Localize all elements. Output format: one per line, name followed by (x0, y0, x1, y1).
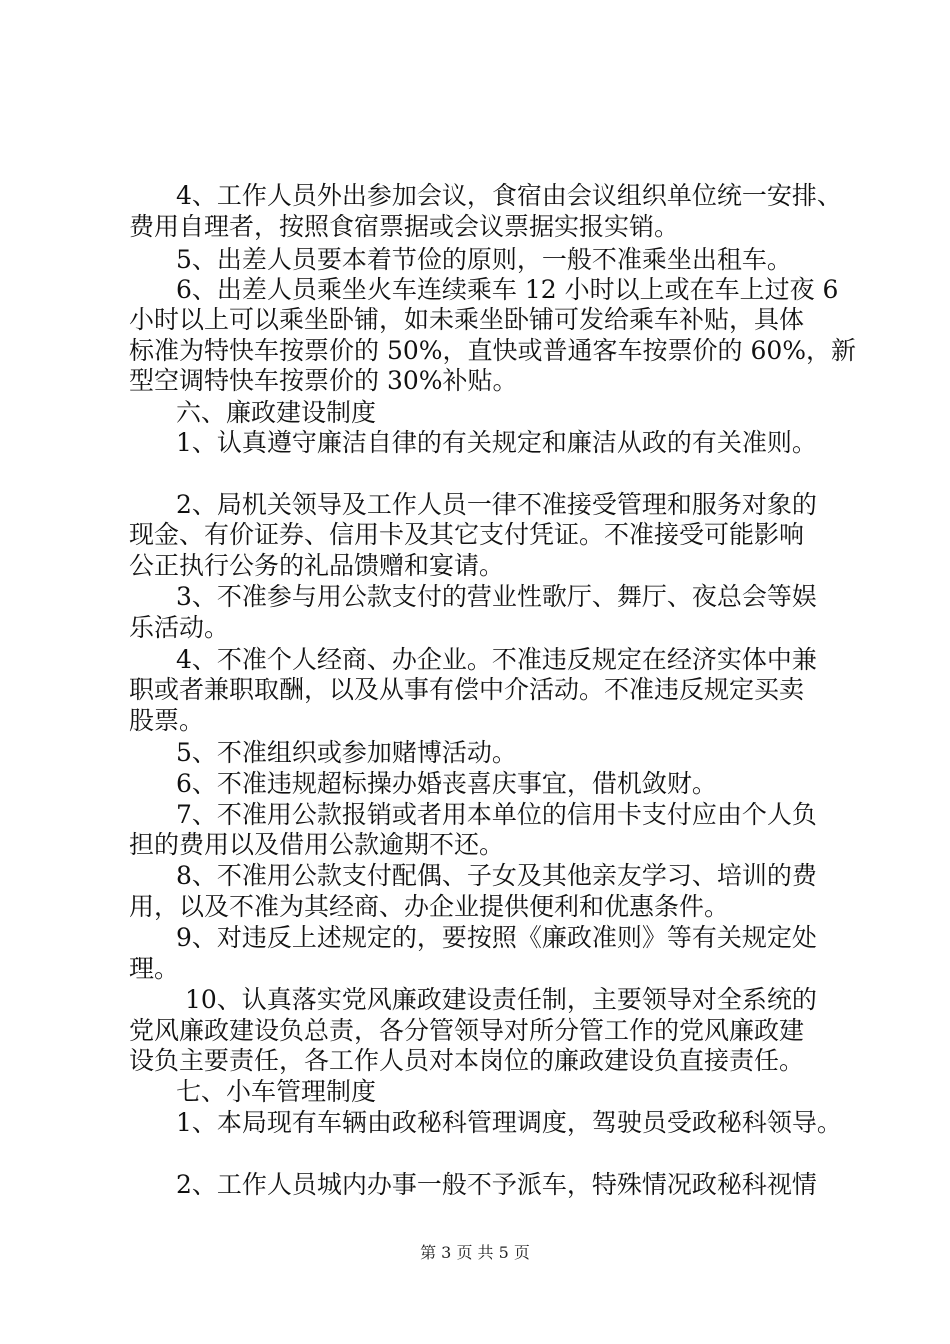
text-line: 现金、有价证券、信用卡及其它支付凭证。不准接受可能影响 (129, 520, 805, 549)
text-line: 6、不准违规超标操办婚丧喜庆事宜，借机敛财。 (176, 769, 717, 798)
text-line: 1、本局现有车辆由政秘科管理调度，驾驶员受政秘科领导。 (176, 1108, 842, 1137)
text-line: 2、工作人员城内办事一般不予派车，特殊情况政秘科视情 (176, 1170, 817, 1199)
text-line: 6、出差人员乘坐火车连续乘车 12 小时以上或在车上过夜 6 (176, 275, 839, 304)
text-line: 3、不准参与用公款支付的营业性歌厅、舞厅、夜总会等娱 (176, 582, 817, 611)
text-line: 费用自理者，按照食宿票据或会议票据实报实销。 (129, 212, 680, 241)
text-line: 理。 (129, 954, 180, 983)
text-line: 1、认真遵守廉洁自律的有关规定和廉洁从政的有关准则。 (176, 428, 817, 457)
section-heading: 六、廉政建设制度 (176, 398, 377, 427)
section-heading: 七、小车管理制度 (176, 1077, 377, 1106)
text-line: 小时以上可以乘坐卧铺，如未乘坐卧铺可发给乘车补贴，具体 (129, 305, 805, 334)
text-line: 用，以及不准为其经商、办企业提供便利和优惠条件。 (129, 892, 730, 921)
text-line: 职或者兼职取酬，以及从事有偿中介活动。不准违反规定买卖 (129, 675, 805, 704)
text-line: 标准为特快车按票价的 50%，直快或普通客车按票价的 60%，新 (129, 336, 857, 365)
text-line: 4、不准个人经商、办企业。不准违反规定在经济实体中兼 (176, 645, 817, 674)
text-line: 2、局机关领导及工作人员一律不准接受管理和服务对象的 (176, 490, 817, 519)
text-line: 党风廉政建设负总责，各分管领导对所分管工作的党风廉政建 (129, 1016, 805, 1045)
text-line: 公正执行公务的礼品馈赠和宴请。 (129, 551, 505, 580)
text-line: 4、工作人员外出参加会议，食宿由会议组织单位统一安排、 (176, 181, 842, 210)
text-line: 5、不准组织或参加赌博活动。 (176, 738, 517, 767)
text-line: 7、不准用公款报销或者用本单位的信用卡支付应由个人负 (176, 800, 817, 829)
text-line: 担的费用以及借用公款逾期不还。 (129, 830, 505, 859)
page-footer: 第 3 页 共 5 页 (420, 1243, 530, 1262)
text-line: 5、出差人员要本着节俭的原则，一般不准乘坐出租车。 (176, 245, 792, 274)
text-line: 9、对违反上述规定的，要按照《廉政准则》等有关规定处 (176, 923, 817, 952)
text-line: 8、不准用公款支付配偶、子女及其他亲友学习、培训的费 (176, 861, 817, 890)
text-line: 10、认真落实党风廉政建设责任制，主要领导对全系统的 (185, 985, 817, 1014)
text-line: 股票。 (129, 706, 205, 735)
text-line: 乐活动。 (129, 613, 230, 642)
text-line: 型空调特快车按票价的 30%补贴。 (129, 366, 518, 395)
text-line: 设负主要责任，各工作人员对本岗位的廉政建设负直接责任。 (129, 1046, 805, 1075)
